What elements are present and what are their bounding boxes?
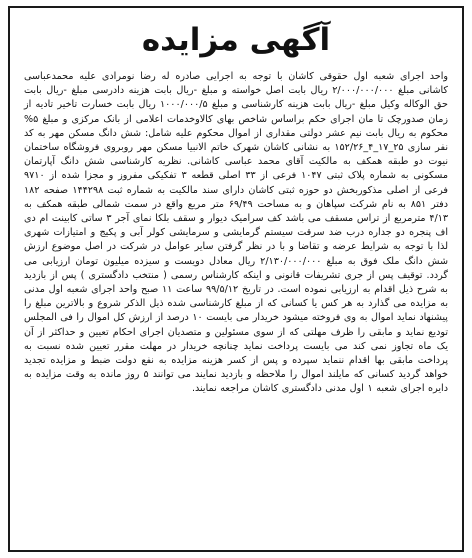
notice-body: واحد اجرای شعبه اول حقوقی کاشان با توجه به اجرایی صادره له رضا نومرادی علیه محمدعباسی کاشانی مبلغ ۲/۰۰۰/۰۰۰/۰۰۰ ریال بابت اصل خواسته و مبلغ -ریال بابت هزینه دادرسی مبلغ -ریال بابت حق الوکاله وکیل مبلغ -ریال بابت هزینه کارشناسی و مبلغ ۱۰۰۰/۰۰۰/۵ ریال بابت خسارت تاخیر تادیه از زمان صدورچک تا مان اجرای حکم براساس شاخص بهای کالاوخدمات اعلامی از بانک مرکزی و مبلغ ۵% محکوم به ریال بابت نیم عشر دولتی مقداری از اموال محکوم علیه شامل: شش دانگ مسکن مهر به کد نفر سازی ۲۵_۱۷_۴_۱۵۲/۲۶ به نشانی کاشان شهرک خاتم الانبیا مسکن مهر روبروی فروشگاه ساختمان نیوت دو طبقه همکف به مالکیت آقای محمد عباسی کاشانی. نظریه کارشناسی شش دانگ آپارتمان مسکونی به شماره پلاک ثبتی ۱۰۴۷ فرعی از ۳۳ اصلی قطعه ۳ تفکیکی مفروز و مجزا شده از ۹۷۱۰ فرعی از اصلی مذکوربخش دو حوزه ثبتی کاشان دارای سند مالکیت به شماره ثبت ۱۴۴۲۹۸ صفحه ۱۸۲ دفتر ۸۵۱ به نام شرکت سپاهان و به مساحت ۶۹/۴۹ متر مربع واقع در سمت شمالی طبقه همکف به ۴/۱۳ مترمربع از تراس مسقف می باشد کف سرامیک دیوار و سقف بلکا نمای آجر ۳ ساتی کابینت ام دی اف پنجره دو جداره درب ضد سرقت سیستم گرمایشی و سرمایشی کولر آبی و پکیج و امتیازات شهری لذا با توجه به شرایط عرضه و تقاضا و با در نظر گرفتن سایر عوامل در شرکت در اصل موضوع ارزش شش دانگ ملک فوق به مبلغ ۲/۱۳۰/۰۰۰/۰۰۰ ریال معادل دویست و سیزده میلیون تومان ارزیابی می گردد. توقیف پس از جری تشریفات قانونی و اینکه کارشناس رسمی ( منتخب دادگستری ) پس از بازدید به شرح ذیل اقدام به ارزیابی نموده است. در تاریخ ۹۹/۵/۱۲ ساعت ۱۱ صبح واحد اجرای شعبه اول مدنی به مزایده می گذارد به هر کس یا کسانی که از مبلغ کارشناسی شده ذیل الذکر شروع و بالاترین مبلغ را پیشنهاد نماید اموال به وی فروخته میشود خریدار می بایست ۱۰ درصد از ارزش کل اموال را فی المجلس تودیع نماید و مابقی را ظرف مهلتی که از سوی مسئولین و متصدیان اجرای احکام تعیین و حداکثر از آن یک ماه تجاوز نمی کند می بایست پرداخت نماید چنانچه خریدار در مهلت مقرر تعیین شده نسبت به پرداخت مابقی بها اقدام ننماید سپرده و پس از کسر هزینه مزایده به نفع دولت ضبط و مزایده تجدید خواهد گردید کسانی که مایلند اموال را ملاحظه و بازدید نمایند می توانند ۵ روز مانده به وقت مزایده به دایره اجرای شعبه ۱ اول مدنی دادگستری کاشان مراجعه نمایند.	[24, 71, 449, 395]
notice-title: آگهی مزایده	[141, 22, 331, 58]
notice-frame	[8, 6, 464, 552]
